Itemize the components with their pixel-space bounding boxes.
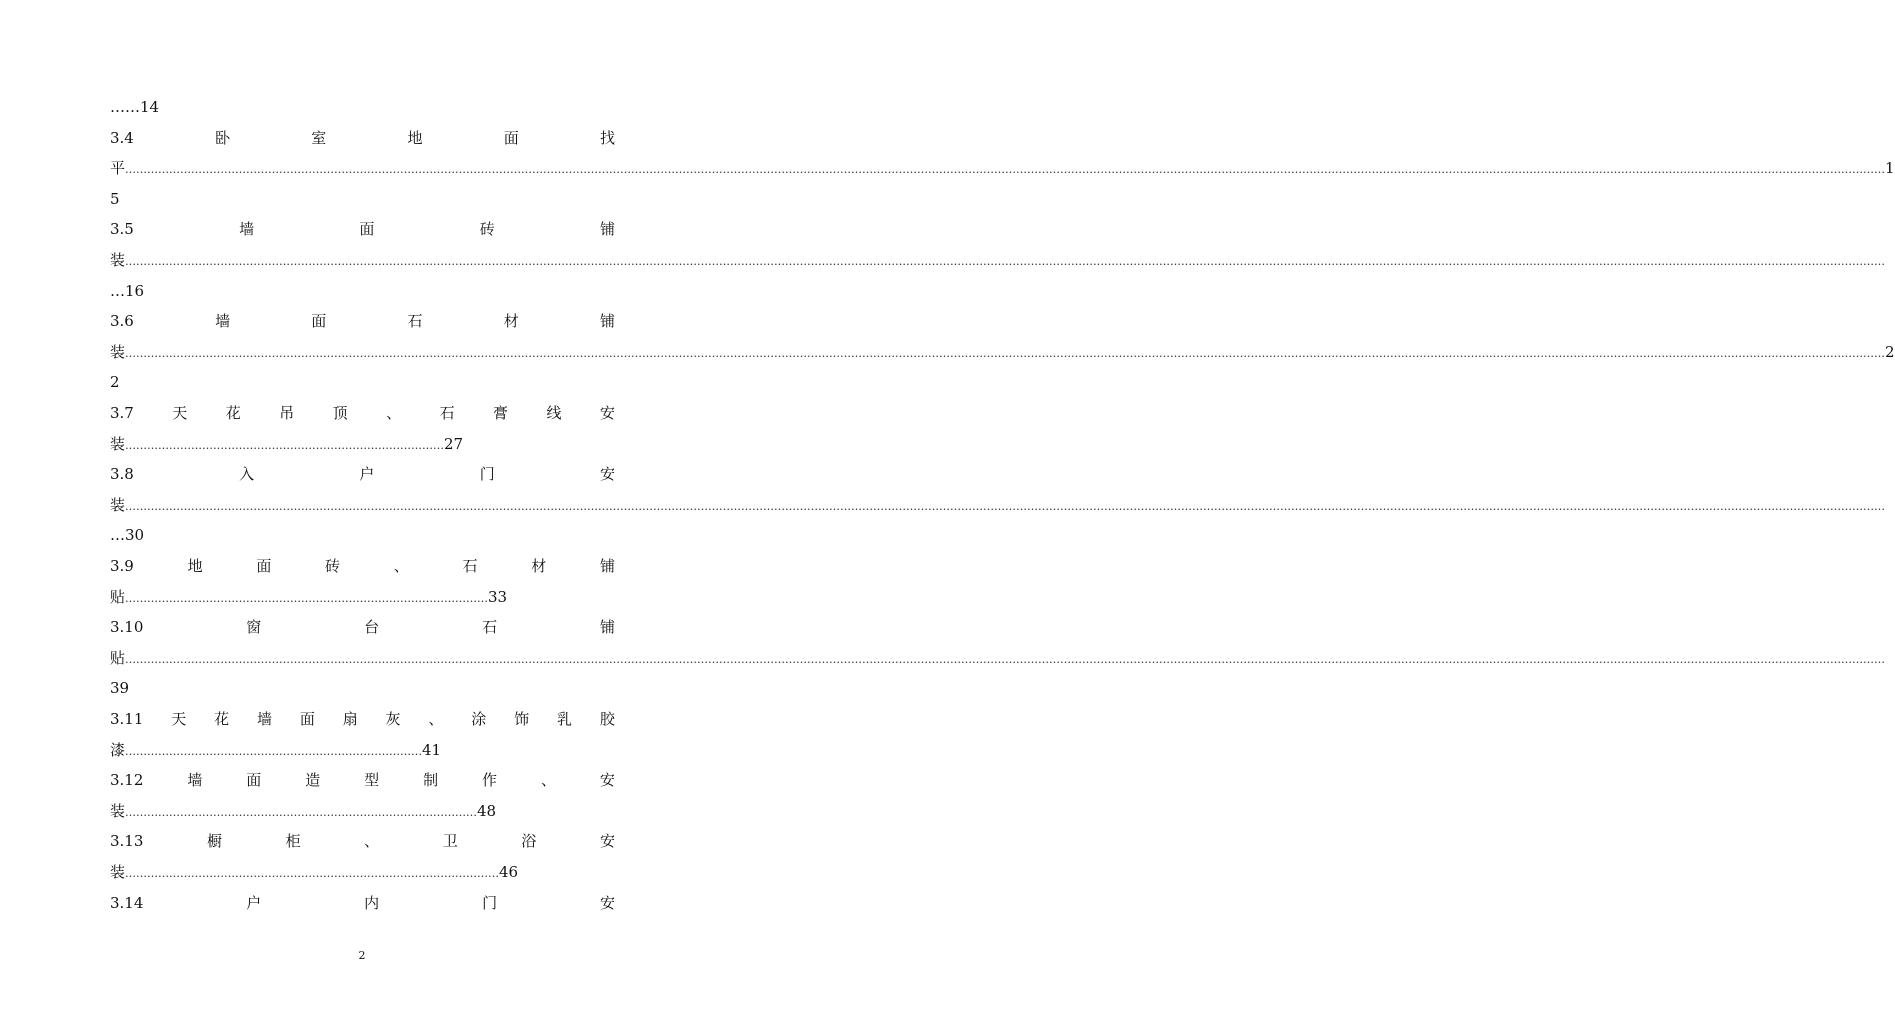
toc-title-char: 吊 bbox=[279, 404, 295, 422]
toc-title-char: 造 bbox=[305, 771, 321, 790]
toc-title-char: 找 bbox=[599, 128, 615, 147]
toc-title-tail: 装 bbox=[110, 434, 126, 453]
toc-title-char: 材 bbox=[503, 312, 519, 331]
toc-entry-title bbox=[110, 554, 615, 578]
toc-entry-leader bbox=[110, 738, 615, 762]
toc-entry-title bbox=[110, 615, 615, 639]
toc-title-char: 面 bbox=[359, 220, 375, 239]
toc-title-char: 面 bbox=[299, 710, 315, 728]
toc-title-char: 膏 bbox=[493, 404, 509, 422]
toc-page-number: 27 bbox=[444, 434, 464, 453]
toc-title-char: 扇 bbox=[342, 710, 358, 728]
toc-title-char: 安 bbox=[599, 893, 615, 912]
dot-leader: ………………………………………………………………………………………………………………………………………………………………………………………………………………………………………………………………………………………………………………………………………………………………………………………………………………………………………… bbox=[125, 255, 1886, 268]
toc-title-char: 墙 bbox=[256, 710, 272, 728]
toc-title-char: 墙 bbox=[187, 771, 203, 790]
toc-title-char: 铺 bbox=[599, 557, 615, 575]
toc-title-char: 天 bbox=[171, 710, 187, 728]
toc-entry-continuation: 5 bbox=[110, 189, 120, 208]
toc-title-char: 饰 bbox=[514, 710, 530, 728]
dot-leader: …………………………………………………………………………………… bbox=[125, 805, 478, 819]
toc-title-tail: 装 bbox=[110, 251, 126, 269]
toc-title-char: 墙 bbox=[239, 220, 255, 239]
toc-entry-continuation: 39 bbox=[110, 679, 130, 698]
toc-title-char: 、 bbox=[393, 557, 409, 575]
toc-title-char: 台 bbox=[364, 618, 380, 637]
toc-entry-title bbox=[110, 309, 615, 333]
dot-leader: ………………………………………………………………………………………… bbox=[125, 867, 500, 880]
toc-title-char: 石 bbox=[439, 404, 455, 422]
toc-title-char: 面 bbox=[256, 557, 272, 575]
toc-entry-leader bbox=[110, 248, 1886, 272]
toc-entry-continuation: 2 bbox=[110, 373, 120, 392]
toc-section-number: 3.7 bbox=[110, 404, 134, 422]
toc-title-char: 制 bbox=[423, 771, 439, 790]
toc-title-tail: 贴 bbox=[110, 648, 126, 667]
toc-title-char: 安 bbox=[599, 465, 615, 484]
toc-section-number: 3.10 bbox=[110, 618, 144, 637]
toc-page-number: 1 bbox=[1885, 159, 1895, 178]
toc-entry-title bbox=[110, 707, 615, 731]
toc-entry-leader bbox=[110, 156, 1895, 180]
toc-title-char: 铺 bbox=[599, 618, 615, 637]
toc-title-char: 浴 bbox=[521, 832, 537, 851]
toc-title-char: 面 bbox=[246, 771, 262, 790]
toc-title-tail: 装 bbox=[110, 342, 126, 361]
toc-title-char: 铺 bbox=[599, 312, 615, 331]
toc-title-char: 涂 bbox=[471, 710, 487, 728]
dot-leader: ………………………………………………………………………………………………………………………………………………………………………………………………………………………………………………………………………………………………………………………………………………………………………………………………………………………………………… bbox=[125, 163, 1886, 177]
toc-title-char: 门 bbox=[479, 465, 495, 484]
toc-title-char: 胶 bbox=[599, 710, 615, 728]
toc-title-char: 户 bbox=[246, 893, 262, 912]
toc-entry-title bbox=[110, 829, 615, 853]
toc-page-number: 41 bbox=[422, 740, 442, 759]
toc-title-char: 型 bbox=[364, 771, 380, 790]
toc-section-number: 3.11 bbox=[110, 710, 144, 728]
toc-section-number: 3.12 bbox=[110, 771, 144, 790]
toc-entry-leader bbox=[110, 799, 615, 823]
toc-title-char: 花 bbox=[214, 710, 230, 728]
toc-title-char: 砖 bbox=[479, 220, 495, 239]
toc-title-char: 内 bbox=[364, 893, 380, 912]
toc-title-char: 门 bbox=[482, 893, 498, 912]
toc-entry-leader bbox=[110, 432, 615, 456]
toc-entry-title bbox=[110, 126, 615, 150]
toc-title-char: 橱 bbox=[206, 832, 222, 851]
toc-entry-title bbox=[110, 891, 615, 915]
dot-leader: ………………………………………………………………………………………………………………………………………………………………………………………………………………………………………………………………………………………………………………………………………………………………………………………………………………………………………… bbox=[125, 346, 1886, 360]
toc-title-char: 灰 bbox=[385, 710, 401, 728]
toc-page-number: 2 bbox=[1885, 342, 1895, 361]
toc-title-char: 安 bbox=[599, 404, 615, 422]
dot-leader: ………………………………………………………………………………………………………………………………………………………………………………………………………………………………………………………………………………………………………………………………………………………………………………………………………………………………………… bbox=[125, 652, 1886, 666]
toc-page-number: 33 bbox=[488, 587, 508, 606]
toc-title-char: 天 bbox=[172, 404, 188, 422]
toc-title-char: 、 bbox=[386, 404, 402, 422]
toc-title-char: 石 bbox=[407, 312, 423, 331]
toc-title-char: 入 bbox=[239, 465, 255, 484]
toc-entry-leader bbox=[110, 493, 1886, 517]
toc-title-char: 、 bbox=[540, 771, 556, 790]
toc-title-char: 石 bbox=[482, 618, 498, 637]
toc-title-char: 面 bbox=[311, 312, 327, 331]
toc-section-number: 3.6 bbox=[110, 312, 134, 331]
toc-page-number: 48 bbox=[477, 801, 497, 820]
toc-title-char: 面 bbox=[503, 128, 519, 147]
toc-title-tail: 漆 bbox=[110, 740, 126, 759]
toc-title-char: 乳 bbox=[556, 710, 572, 728]
toc-title-char: 柜 bbox=[285, 832, 301, 851]
toc-title-char: 花 bbox=[225, 404, 241, 422]
toc-title-char: 铺 bbox=[599, 220, 615, 239]
toc-title-char: 、 bbox=[428, 710, 444, 728]
toc-entry-title bbox=[110, 401, 615, 425]
toc-title-char: 室 bbox=[311, 128, 327, 147]
toc-title-char: 石 bbox=[462, 557, 478, 575]
toc-title-tail: 装 bbox=[110, 495, 126, 514]
toc-title-char: 安 bbox=[599, 832, 615, 851]
toc-section-number: 3.4 bbox=[110, 128, 134, 147]
dot-leader: ………………………………………………………………………………………………………………………………………………………………………………………………………………………………………………………………………………………………………………………………………………………………………………………………………………………………………… bbox=[125, 499, 1886, 513]
toc-section-number: 3.9 bbox=[110, 557, 134, 575]
toc-entry-leader bbox=[110, 340, 1895, 364]
toc-entry-title bbox=[110, 768, 615, 792]
toc-entry-continuation: …16 bbox=[110, 281, 145, 300]
toc-title-char: 户 bbox=[359, 465, 375, 484]
toc-entry-title bbox=[110, 217, 615, 241]
toc-entry-continuation: ……14 bbox=[110, 98, 160, 116]
toc-title-char: 线 bbox=[546, 404, 562, 422]
toc-entry-leader bbox=[110, 860, 615, 884]
toc-title-char: 墙 bbox=[215, 312, 231, 331]
toc-title-tail: 装 bbox=[110, 801, 126, 820]
toc-section-number: 3.13 bbox=[110, 832, 144, 851]
toc-title-tail: 装 bbox=[110, 863, 126, 881]
toc-section-number: 3.8 bbox=[110, 465, 134, 484]
dot-leader: ……………………………………………………………………………………… bbox=[125, 591, 489, 605]
toc-entry-leader bbox=[110, 585, 615, 609]
toc-title-char: 窗 bbox=[246, 618, 262, 637]
toc-title-char: 材 bbox=[531, 557, 547, 575]
toc-title-char: 地 bbox=[187, 557, 203, 575]
toc-title-char: 作 bbox=[482, 771, 498, 790]
toc-title-char: 安 bbox=[599, 771, 615, 790]
toc-section-number: 3.5 bbox=[110, 220, 134, 239]
toc-section-number: 3.14 bbox=[110, 893, 144, 912]
dot-leader: …………………………………………………………………………… bbox=[125, 438, 445, 452]
toc-title-tail: 平 bbox=[110, 159, 126, 178]
toc-entry-leader bbox=[110, 646, 1886, 670]
dot-leader: ……………………………………………………………………… bbox=[125, 744, 423, 758]
toc-title-tail: 贴 bbox=[110, 587, 126, 606]
toc-title-char: 、 bbox=[364, 832, 380, 851]
toc-title-char: 卫 bbox=[442, 832, 458, 851]
toc-entry-title bbox=[110, 462, 615, 486]
toc-page-number: 46 bbox=[499, 863, 519, 881]
toc-title-char: 顶 bbox=[332, 404, 348, 422]
toc-title-char: 地 bbox=[407, 128, 423, 147]
toc-title-char: 卧 bbox=[215, 128, 231, 147]
toc-entry-continuation: …30 bbox=[110, 526, 145, 545]
toc-title-char: 砖 bbox=[325, 557, 341, 575]
page-number: 2 bbox=[358, 949, 366, 962]
